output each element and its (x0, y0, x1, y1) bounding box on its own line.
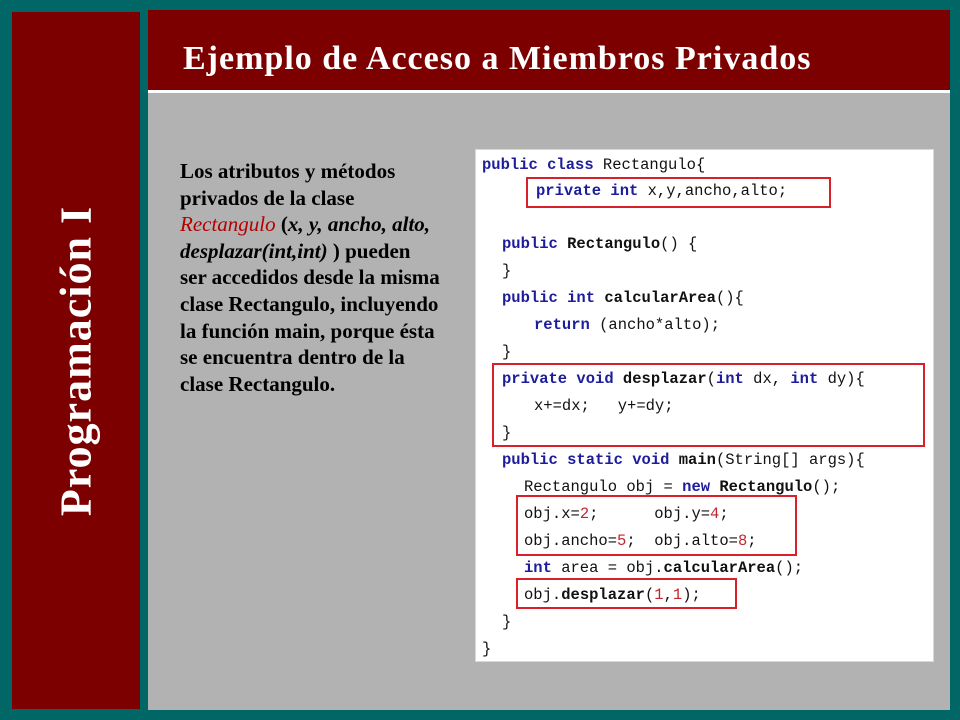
close-paren: ) (327, 238, 340, 263)
attribute-access-highlight-box (516, 495, 797, 556)
method-call-highlight-box (516, 578, 737, 609)
code-line: public Rectangulo() { (502, 235, 698, 253)
class-name-highlight: Rectangulo (180, 212, 276, 237)
code-line: } (502, 262, 512, 280)
code-line: private void desplazar(int dx, int dy){ (502, 370, 865, 388)
open-paren: ( (275, 212, 288, 237)
slide-content (148, 10, 950, 710)
code-line: public class Rectangulo{ (482, 156, 706, 174)
code-line: obj.desplazar(1,1); (524, 586, 701, 604)
code-line: } (482, 640, 492, 658)
slide-title: Ejemplo de Acceso a Miembros Privados (183, 40, 812, 77)
private-attributes-highlight-box (526, 177, 831, 208)
code-line: } (502, 613, 512, 631)
private-method-highlight-box (492, 363, 925, 447)
code-line: obj.ancho=5; obj.alto=8; (524, 532, 757, 550)
code-line: public static void main(String[] args){ (502, 451, 865, 469)
sidebar (12, 12, 140, 709)
header-divider (148, 90, 950, 93)
explanation-intro: Los atributos y métodos privados de la clase (180, 159, 396, 210)
code-line: int area = obj.calcularArea(); (524, 559, 804, 577)
code-line: private int x,y,ancho,alto; (536, 182, 788, 200)
code-line: } (502, 343, 512, 361)
code-line: public int calcularArea(){ (502, 289, 744, 307)
code-line: Rectangulo obj = new Rectangulo(); (524, 478, 841, 496)
code-screenshot (475, 149, 934, 662)
code-line: x+=dx; y+=dy; (534, 397, 674, 415)
code-line: return (ancho*alto); (534, 316, 721, 334)
explanation-text (180, 158, 442, 397)
private-members-list: x, y, ancho, alto, desplazar(int,int) (180, 212, 431, 263)
slide-header (148, 10, 950, 90)
explanation-rest: pueden ser accedidos desde la misma clase Rectangulo, incluyendo la función main, porque ésta se encuentra dentro de la clase Rectangulo. (180, 238, 440, 396)
code-line: } (502, 424, 512, 442)
code-line: obj.x=2; obj.y=4; (524, 505, 729, 523)
course-title: Programación I (51, 205, 101, 516)
